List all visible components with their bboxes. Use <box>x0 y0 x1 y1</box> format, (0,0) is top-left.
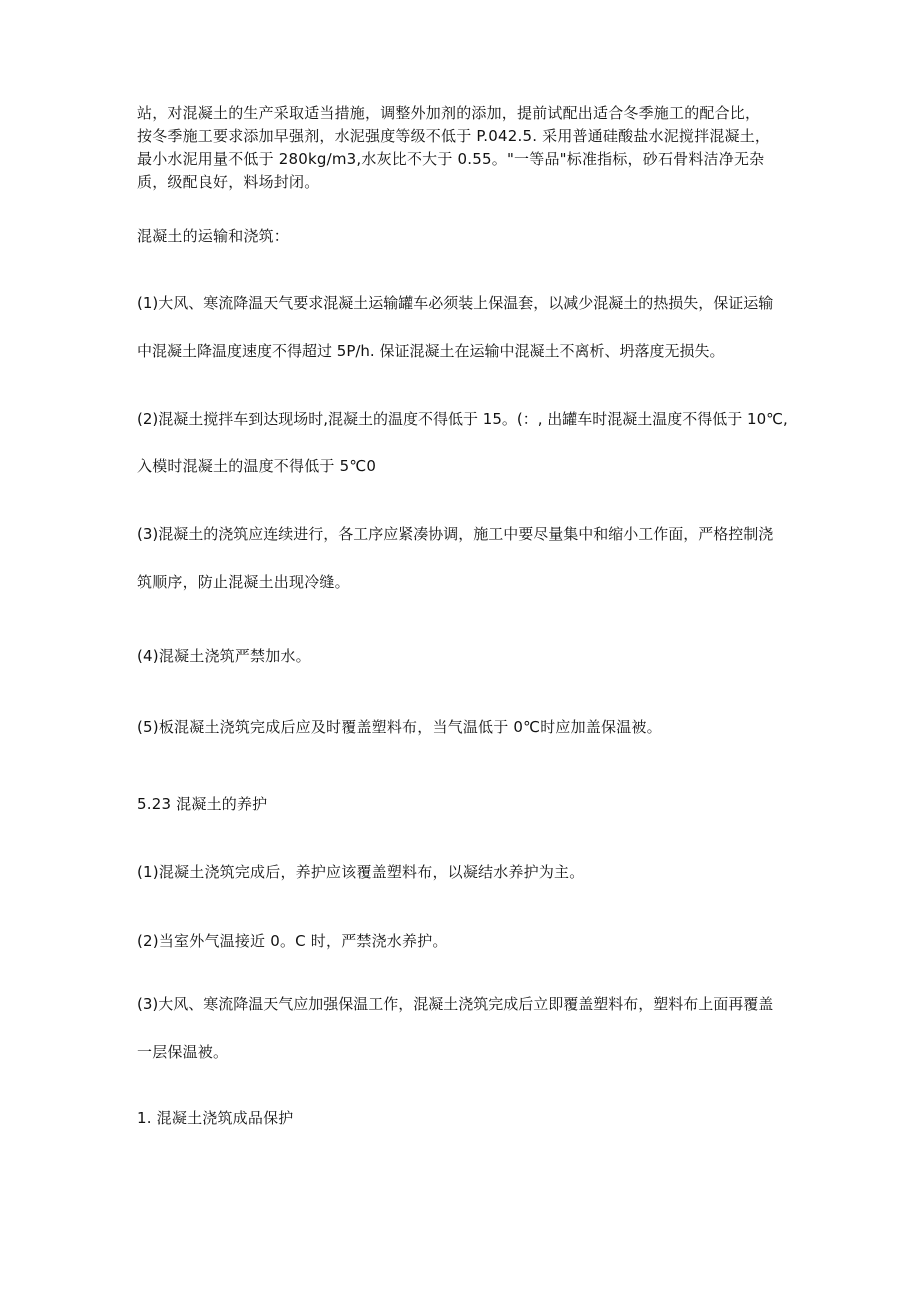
curing-item-1-line-1: (1)混凝土浇筑完成后，养护应该覆盖塑料布，以凝结水养护为主。 <box>137 863 585 881</box>
transport-item-5-line-1: (5)板混凝土浇筑完成后应及时覆盖塑料布，当气温低于 0℃时应加盖保温被。 <box>137 718 662 736</box>
intro-line-4: 质，级配良好，料场封闭。 <box>137 173 320 191</box>
transport-item-2-line-2: 入模时混凝土的温度不得低于 5℃0 <box>137 457 377 475</box>
transport-heading: 混凝土的运输和浇筑： <box>137 227 290 245</box>
intro-line-3: 最小水泥用量不低于 280kg∕m3,水灰比不大于 0.55。"一等品"标准指标，砂石骨料洁净无杂 <box>137 150 765 168</box>
curing-item-2-line-1: (2)当室外气温接近 0。C 时，严禁浇水养护。 <box>137 932 448 950</box>
curing-item-3-line-2: 一层保温被。 <box>137 1043 229 1061</box>
protection-heading: 1. 混凝土浇筑成品保护 <box>137 1109 294 1127</box>
transport-item-3-line-1: (3)混凝土的浇筑应连续进行，各工序应紧凑协调，施工中要尽量集中和缩小工作面，严格控制浇 <box>137 525 774 543</box>
intro-line-1: 站，对混凝土的生产采取适当措施，调整外加剂的添加，提前试配出适合冬季施工的配合比， <box>137 104 761 122</box>
transport-item-1-line-1: (1)大风、寒流降温天气要求混凝土运输罐车必须装上保温套，以减少混凝土的热损失，保证运输 <box>137 294 774 312</box>
transport-item-3-line-2: 筑顺序，防止混凝土出现冷缝。 <box>137 573 350 591</box>
transport-item-2-line-1: (2)混凝土搅拌车到达现场时,混凝土的温度不得低于 15。(：, 出罐车时混凝土温度不得低于 10℃, <box>137 410 788 428</box>
intro-line-2: 按冬季施工要求添加早强剂，水泥强度等级不低于 P.042.5. 采用普通硅酸盐水泥搅拌混凝土， <box>137 127 771 145</box>
transport-item-1-line-2: 中混凝土降温度速度不得超过 5P∕h. 保证混凝土在运输中混凝土不离析、坍落度无损失。 <box>137 342 725 360</box>
transport-item-4-line-1: (4)混凝土浇筑严禁加水。 <box>137 647 311 665</box>
curing-item-3-line-1: (3)大风、寒流降温天气应加强保温工作，混凝土浇筑完成后立即覆盖塑料布，塑料布上面再覆盖 <box>137 995 774 1013</box>
curing-heading: 5.23 混凝土的养护 <box>137 795 268 813</box>
